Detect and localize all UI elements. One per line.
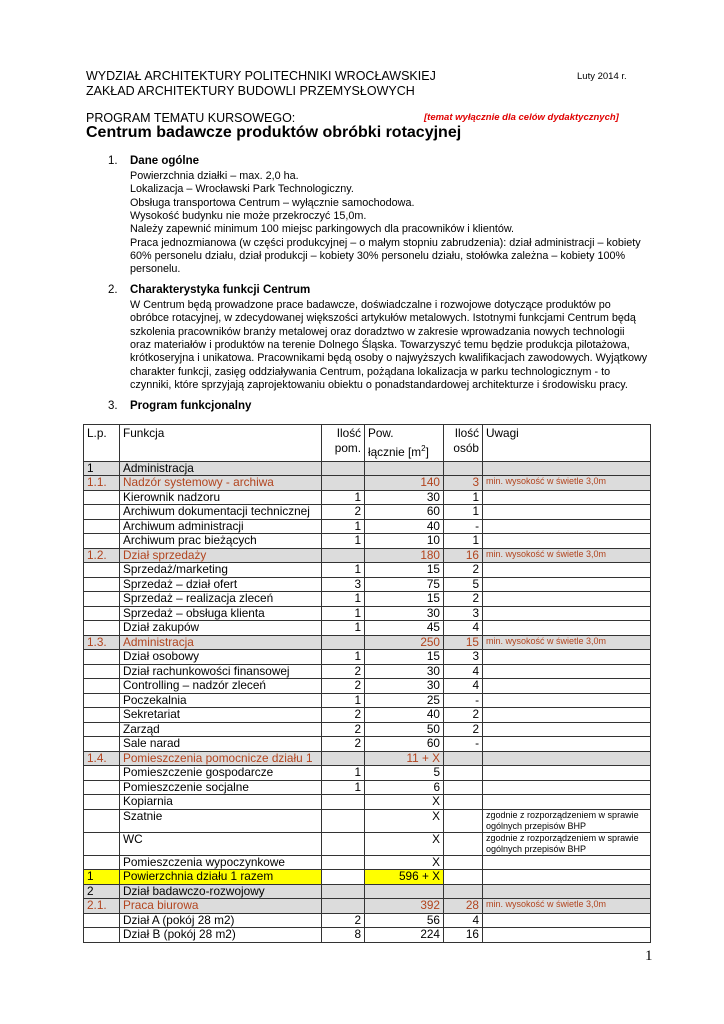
cell-powierzchnia: 75 <box>365 577 444 592</box>
department-name: ZAKŁAD ARCHITEKTURY BUDOWLI PRZEMYSŁOWYCH <box>86 84 415 98</box>
cell-powierzchnia: 11 + X <box>365 751 444 766</box>
cell-ilosc-pom: 1 <box>322 693 365 708</box>
cell-funkcja: Pomieszczenia wypoczynkowe <box>120 855 322 870</box>
cell-lp <box>84 490 120 505</box>
cell-powierzchnia: X <box>365 855 444 870</box>
cell-uwagi <box>483 461 651 476</box>
cell-powierzchnia: 15 <box>365 563 444 578</box>
cell-ilosc-pom <box>322 635 365 650</box>
cell-uwagi: min. wysokość w świetle 3,0m <box>483 548 651 563</box>
cell-ilosc-pom: 2 <box>322 664 365 679</box>
cell-ilosc-osob: 4 <box>444 621 483 636</box>
cell-powierzchnia: 30 <box>365 679 444 694</box>
cell-funkcja: Archiwum administracji <box>120 519 322 534</box>
section-text-line: charakter funkcji, zasięg oddziaływania Centrum, pożądana lokalizacja w parku technologicznym - to <box>130 365 611 378</box>
cell-ilosc-pom: 1 <box>322 563 365 578</box>
cell-powierzchnia: 392 <box>365 899 444 914</box>
cell-ilosc-osob: 3 <box>444 476 483 491</box>
cell-ilosc-pom: 2 <box>322 722 365 737</box>
cell-powierzchnia: 140 <box>365 476 444 491</box>
table-row <box>84 751 651 766</box>
cell-ilosc-osob <box>444 809 483 832</box>
cell-lp <box>84 708 120 723</box>
cell-ilosc-osob: 5 <box>444 577 483 592</box>
section-number: 2. <box>108 284 118 296</box>
cell-funkcja: Dział osobowy <box>120 650 322 665</box>
functional-program-table <box>83 424 651 943</box>
table-row <box>84 563 651 578</box>
cell-uwagi <box>483 664 651 679</box>
section-text-line: obróbce rotacyjnej, w zdecydowanej większości artykułów metalowych. Istotnymi funkcjami Centrum będą <box>130 312 636 325</box>
table-row <box>84 708 651 723</box>
cell-lp: 1 <box>84 461 120 476</box>
cell-ilosc-osob: 3 <box>444 650 483 665</box>
cell-ilosc-osob: 15 <box>444 635 483 650</box>
cell-powierzchnia: 40 <box>365 519 444 534</box>
cell-ilosc-pom: 1 <box>322 766 365 781</box>
cell-ilosc-osob <box>444 751 483 766</box>
cell-funkcja: Archiwum dokumentacji technicznej <box>120 505 322 520</box>
cell-ilosc-osob <box>444 870 483 885</box>
cell-funkcja: Zarząd <box>120 722 322 737</box>
section-title: Program funkcjonalny <box>130 400 252 412</box>
table-row <box>84 832 651 855</box>
cell-lp <box>84 592 120 607</box>
cell-lp <box>84 650 120 665</box>
table-row <box>84 606 651 621</box>
cell-lp: 1.4. <box>84 751 120 766</box>
cell-lp <box>84 809 120 832</box>
cell-ilosc-pom: 1 <box>322 621 365 636</box>
table-row <box>84 899 651 914</box>
cell-funkcja: Dział rachunkowości finansowej <box>120 664 322 679</box>
cell-lp: 1 <box>84 870 120 885</box>
cell-uwagi <box>483 737 651 752</box>
cell-ilosc-pom: 1 <box>322 780 365 795</box>
cell-ilosc-pom: 1 <box>322 534 365 549</box>
cell-funkcja: WC <box>120 832 322 855</box>
cell-funkcja: Pomieszczenie socjalne <box>120 780 322 795</box>
cell-ilosc-pom: 2 <box>322 679 365 694</box>
cell-funkcja: Sprzedaż – dział ofert <box>120 577 322 592</box>
cell-funkcja: Sprzedaż – realizacja zleceń <box>120 592 322 607</box>
table-row <box>84 722 651 737</box>
cell-uwagi: min. wysokość w świetle 3,0m <box>483 899 651 914</box>
cell-uwagi: min. wysokość w świetle 3,0m <box>483 635 651 650</box>
cell-lp <box>84 606 120 621</box>
faculty-name: WYDZIAŁ ARCHITEKTURY POLITECHNIKI WROCŁAWSKIEJ <box>86 69 436 83</box>
cell-ilosc-osob <box>444 780 483 795</box>
cell-uwagi <box>483 693 651 708</box>
col-funkcja: Funkcja <box>120 425 322 462</box>
cell-powierzchnia: 30 <box>365 606 444 621</box>
section-text-line: Obsługa transportowa Centrum – wyłącznie samochodowa. <box>130 196 415 209</box>
section-text-line: personelu. <box>130 263 181 276</box>
cell-powierzchnia: 30 <box>365 490 444 505</box>
cell-ilosc-osob <box>444 766 483 781</box>
section-text-line: Powierzchnia działki – max. 2,0 ha. <box>130 170 299 182</box>
cell-lp <box>84 795 120 810</box>
cell-ilosc-osob: - <box>444 693 483 708</box>
cell-ilosc-pom <box>322 476 365 491</box>
cell-ilosc-pom: 1 <box>322 650 365 665</box>
cell-ilosc-pom: 3 <box>322 577 365 592</box>
page-number: 1 <box>645 948 653 964</box>
cell-funkcja: Kopiarnia <box>120 795 322 810</box>
section-text-line: Lokalizacja – Wrocławski Park Technologiczny. <box>130 183 354 196</box>
cell-uwagi <box>483 505 651 520</box>
table-row <box>84 592 651 607</box>
cell-lp: 1.3. <box>84 635 120 650</box>
cell-funkcja: Sprzedaż/marketing <box>120 563 322 578</box>
cell-uwagi <box>483 870 651 885</box>
table-row <box>84 461 651 476</box>
cell-powierzchnia: 250 <box>365 635 444 650</box>
program-label: PROGRAM TEMATU KURSOWEGO: <box>86 111 296 125</box>
cell-uwagi <box>483 780 651 795</box>
cell-ilosc-pom: 2 <box>322 708 365 723</box>
cell-uwagi <box>483 913 651 928</box>
table-row <box>84 679 651 694</box>
cell-powierzchnia: 224 <box>365 928 444 943</box>
cell-funkcja: Dział zakupów <box>120 621 322 636</box>
cell-powierzchnia: 10 <box>365 534 444 549</box>
table-row <box>84 780 651 795</box>
section-text-line: 60% personelu działu, dział produkcji – kobiety 30% personelu działu, stołówka zależna – kobiety 100% <box>130 249 626 262</box>
cell-ilosc-osob: 1 <box>444 505 483 520</box>
cell-ilosc-osob: 1 <box>444 490 483 505</box>
section-number: 3. <box>108 400 118 412</box>
cell-funkcja: Sprzedaż – obsługa klienta <box>120 606 322 621</box>
cell-ilosc-osob <box>444 795 483 810</box>
cell-ilosc-osob: 2 <box>444 592 483 607</box>
cell-powierzchnia: 50 <box>365 722 444 737</box>
cell-funkcja: Pomieszczenie gospodarcze <box>120 766 322 781</box>
cell-lp <box>84 766 120 781</box>
cell-ilosc-pom <box>322 855 365 870</box>
cell-ilosc-pom <box>322 751 365 766</box>
cell-funkcja: Dział badawczo-rozwojowy <box>120 884 322 899</box>
table-row <box>84 766 651 781</box>
section-text-line: szkolenia pracowników branży metalowej oraz doradztwo w zakresie wprowadzania nowych technologii <box>130 325 625 338</box>
cell-funkcja: Dział A (pokój 28 m2) <box>120 913 322 928</box>
cell-funkcja: Kierownik nadzoru <box>120 490 322 505</box>
table-row <box>84 577 651 592</box>
table-row <box>84 795 651 810</box>
cell-funkcja: Praca biurowa <box>120 899 322 914</box>
cell-powierzchnia: 40 <box>365 708 444 723</box>
cell-ilosc-pom <box>322 899 365 914</box>
section-text-line: oraz materiałów i produktów na terenie Dolnego Śląska. Towarzyszyć temu będzie produkcja pilotażowa, <box>130 338 630 351</box>
table-row <box>84 913 651 928</box>
cell-ilosc-pom <box>322 832 365 855</box>
cell-powierzchnia: 15 <box>365 592 444 607</box>
section-text-line: krótkoseryjna i unikatowa. Pracownikami będą osoby o najwyższych kwalifikacjach zawodowych. Wyjątkowy <box>130 352 648 365</box>
cell-ilosc-osob: 16 <box>444 548 483 563</box>
cell-ilosc-osob <box>444 461 483 476</box>
cell-ilosc-pom <box>322 461 365 476</box>
cell-lp <box>84 505 120 520</box>
cell-uwagi <box>483 606 651 621</box>
cell-funkcja: Pomieszczenia pomocnicze działu 1 <box>120 751 322 766</box>
cell-lp <box>84 832 120 855</box>
cell-ilosc-osob: 2 <box>444 708 483 723</box>
cell-powierzchnia <box>365 884 444 899</box>
cell-lp <box>84 534 120 549</box>
cell-lp <box>84 780 120 795</box>
cell-powierzchnia: 30 <box>365 664 444 679</box>
table-header-row <box>84 425 651 462</box>
cell-powierzchnia: 60 <box>365 505 444 520</box>
cell-ilosc-pom <box>322 884 365 899</box>
cell-powierzchnia: 6 <box>365 780 444 795</box>
cell-powierzchnia: 60 <box>365 737 444 752</box>
cell-ilosc-osob: 4 <box>444 913 483 928</box>
table-row <box>84 664 651 679</box>
cell-uwagi <box>483 884 651 899</box>
cell-uwagi: zgodnie z rozporządzeniem w sprawie ogólnych przepisów BHP <box>483 832 651 855</box>
cell-ilosc-osob <box>444 832 483 855</box>
cell-powierzchnia: X <box>365 795 444 810</box>
cell-lp: 2 <box>84 884 120 899</box>
table-row <box>84 650 651 665</box>
cell-ilosc-osob: 3 <box>444 606 483 621</box>
cell-powierzchnia <box>365 461 444 476</box>
cell-lp <box>84 577 120 592</box>
cell-uwagi <box>483 490 651 505</box>
cell-ilosc-osob <box>444 884 483 899</box>
cell-powierzchnia: X <box>365 809 444 832</box>
col-ilosc-pom: Ilość pom. <box>322 425 365 462</box>
cell-uwagi <box>483 928 651 943</box>
table-row <box>84 693 651 708</box>
cell-uwagi <box>483 722 651 737</box>
cell-uwagi <box>483 679 651 694</box>
cell-uwagi: min. wysokość w świetle 3,0m <box>483 476 651 491</box>
cell-lp <box>84 737 120 752</box>
cell-lp <box>84 563 120 578</box>
cell-uwagi <box>483 766 651 781</box>
cell-ilosc-osob: 1 <box>444 534 483 549</box>
cell-ilosc-osob: 2 <box>444 563 483 578</box>
section-title: Charakterystyka funkcji Centrum <box>130 284 311 296</box>
cell-uwagi <box>483 592 651 607</box>
cell-funkcja: Sale narad <box>120 737 322 752</box>
cell-uwagi <box>483 577 651 592</box>
table-row <box>84 548 651 563</box>
cell-lp <box>84 693 120 708</box>
cell-uwagi <box>483 855 651 870</box>
cell-funkcja: Controlling – nadzór zleceń <box>120 679 322 694</box>
didactic-note: [temat wyłącznie dla celów dydaktycznych] <box>424 112 619 123</box>
cell-ilosc-pom <box>322 795 365 810</box>
cell-uwagi <box>483 795 651 810</box>
cell-powierzchnia: 56 <box>365 913 444 928</box>
cell-lp <box>84 519 120 534</box>
cell-powierzchnia: 45 <box>365 621 444 636</box>
cell-ilosc-pom <box>322 548 365 563</box>
cell-funkcja: Dział B (pokój 28 m2) <box>120 928 322 943</box>
cell-funkcja: Nadzór systemowy - archiwa <box>120 476 322 491</box>
cell-lp: 1.2. <box>84 548 120 563</box>
cell-powierzchnia: 25 <box>365 693 444 708</box>
cell-ilosc-pom: 1 <box>322 592 365 607</box>
cell-uwagi <box>483 563 651 578</box>
cell-ilosc-osob: - <box>444 737 483 752</box>
cell-lp <box>84 722 120 737</box>
section-number: 1. <box>108 155 118 167</box>
cell-funkcja: Sekretariat <box>120 708 322 723</box>
cell-ilosc-pom: 2 <box>322 913 365 928</box>
cell-ilosc-pom: 8 <box>322 928 365 943</box>
cell-ilosc-pom <box>322 870 365 885</box>
table-row <box>84 635 651 650</box>
cell-ilosc-pom: 2 <box>322 737 365 752</box>
cell-ilosc-pom <box>322 809 365 832</box>
section-text-line: Należy zapewnić minimum 100 miejsc parkingowych dla pracowników i klientów. <box>130 223 515 236</box>
cell-ilosc-pom: 1 <box>322 606 365 621</box>
table-row <box>84 505 651 520</box>
cell-ilosc-osob: - <box>444 519 483 534</box>
cell-ilosc-pom: 1 <box>322 490 365 505</box>
section-text-line: Praca jednozmianowa (w części produkcyjnej – o małym stopniu zabrudzenia): dział administracji – kobiety <box>130 236 641 249</box>
cell-uwagi: zgodnie z rozporządzeniem w sprawie ogólnych przepisów BHP <box>483 809 651 832</box>
table-row <box>84 519 651 534</box>
cell-lp: 2.1. <box>84 899 120 914</box>
cell-ilosc-osob: 28 <box>444 899 483 914</box>
cell-ilosc-pom: 2 <box>322 505 365 520</box>
cell-ilosc-osob <box>444 855 483 870</box>
cell-funkcja: Powierzchnia działu 1 razem <box>120 870 322 885</box>
table-row <box>84 476 651 491</box>
cell-lp <box>84 621 120 636</box>
cell-powierzchnia: 15 <box>365 650 444 665</box>
table-row <box>84 809 651 832</box>
table-row <box>84 737 651 752</box>
cell-powierzchnia: X <box>365 832 444 855</box>
table-row <box>84 870 651 885</box>
cell-uwagi <box>483 708 651 723</box>
table-row <box>84 855 651 870</box>
cell-funkcja: Administracja <box>120 635 322 650</box>
table-row <box>84 928 651 943</box>
cell-uwagi <box>483 751 651 766</box>
cell-funkcja: Administracja <box>120 461 322 476</box>
section-title: Dane ogólne <box>130 155 200 167</box>
cell-powierzchnia: 180 <box>365 548 444 563</box>
cell-funkcja: Poczekalnia <box>120 693 322 708</box>
col-uwagi: Uwagi <box>483 425 651 462</box>
table-row <box>84 621 651 636</box>
cell-uwagi <box>483 519 651 534</box>
cell-uwagi <box>483 621 651 636</box>
cell-powierzchnia: 5 <box>365 766 444 781</box>
cell-lp <box>84 928 120 943</box>
cell-lp: 1.1. <box>84 476 120 491</box>
cell-lp <box>84 855 120 870</box>
cell-uwagi <box>483 650 651 665</box>
cell-ilosc-pom: 1 <box>322 519 365 534</box>
table-row <box>84 534 651 549</box>
cell-funkcja: Dział sprzedaży <box>120 548 322 563</box>
cell-powierzchnia: 596 + X <box>365 870 444 885</box>
col-pow: Pow. łącznie $[m^2]$ <box>365 425 444 462</box>
cell-lp <box>84 679 120 694</box>
document-date: Luty 2014 r. <box>577 71 627 82</box>
col-ilosc-osob: Ilość osób <box>444 425 483 462</box>
table-row <box>84 884 651 899</box>
cell-ilosc-osob: 2 <box>444 722 483 737</box>
section-text-line: W Centrum będą prowadzone prace badawcze, doświadczalne i rozwojowe dotyczące produktów po <box>130 299 611 311</box>
col-lp: L.p. <box>84 425 120 462</box>
cell-funkcja: Szatnie <box>120 809 322 832</box>
section-text-line: Wysokość budynku nie może przekroczyć 15,0m. <box>130 209 367 222</box>
table-row <box>84 490 651 505</box>
cell-lp <box>84 664 120 679</box>
cell-ilosc-osob: 4 <box>444 664 483 679</box>
document-title: Centrum badawcze produktów obróbki rotacyjnej <box>86 124 462 141</box>
cell-lp <box>84 913 120 928</box>
cell-uwagi <box>483 534 651 549</box>
section-text-line: czynniki, które sprzyjają zaprojektowaniu obiektu o ponadstandardowej architekturze i środowisku pracy. <box>130 378 628 391</box>
cell-ilosc-osob: 16 <box>444 928 483 943</box>
cell-funkcja: Archiwum prac bieżących <box>120 534 322 549</box>
cell-ilosc-osob: 4 <box>444 679 483 694</box>
